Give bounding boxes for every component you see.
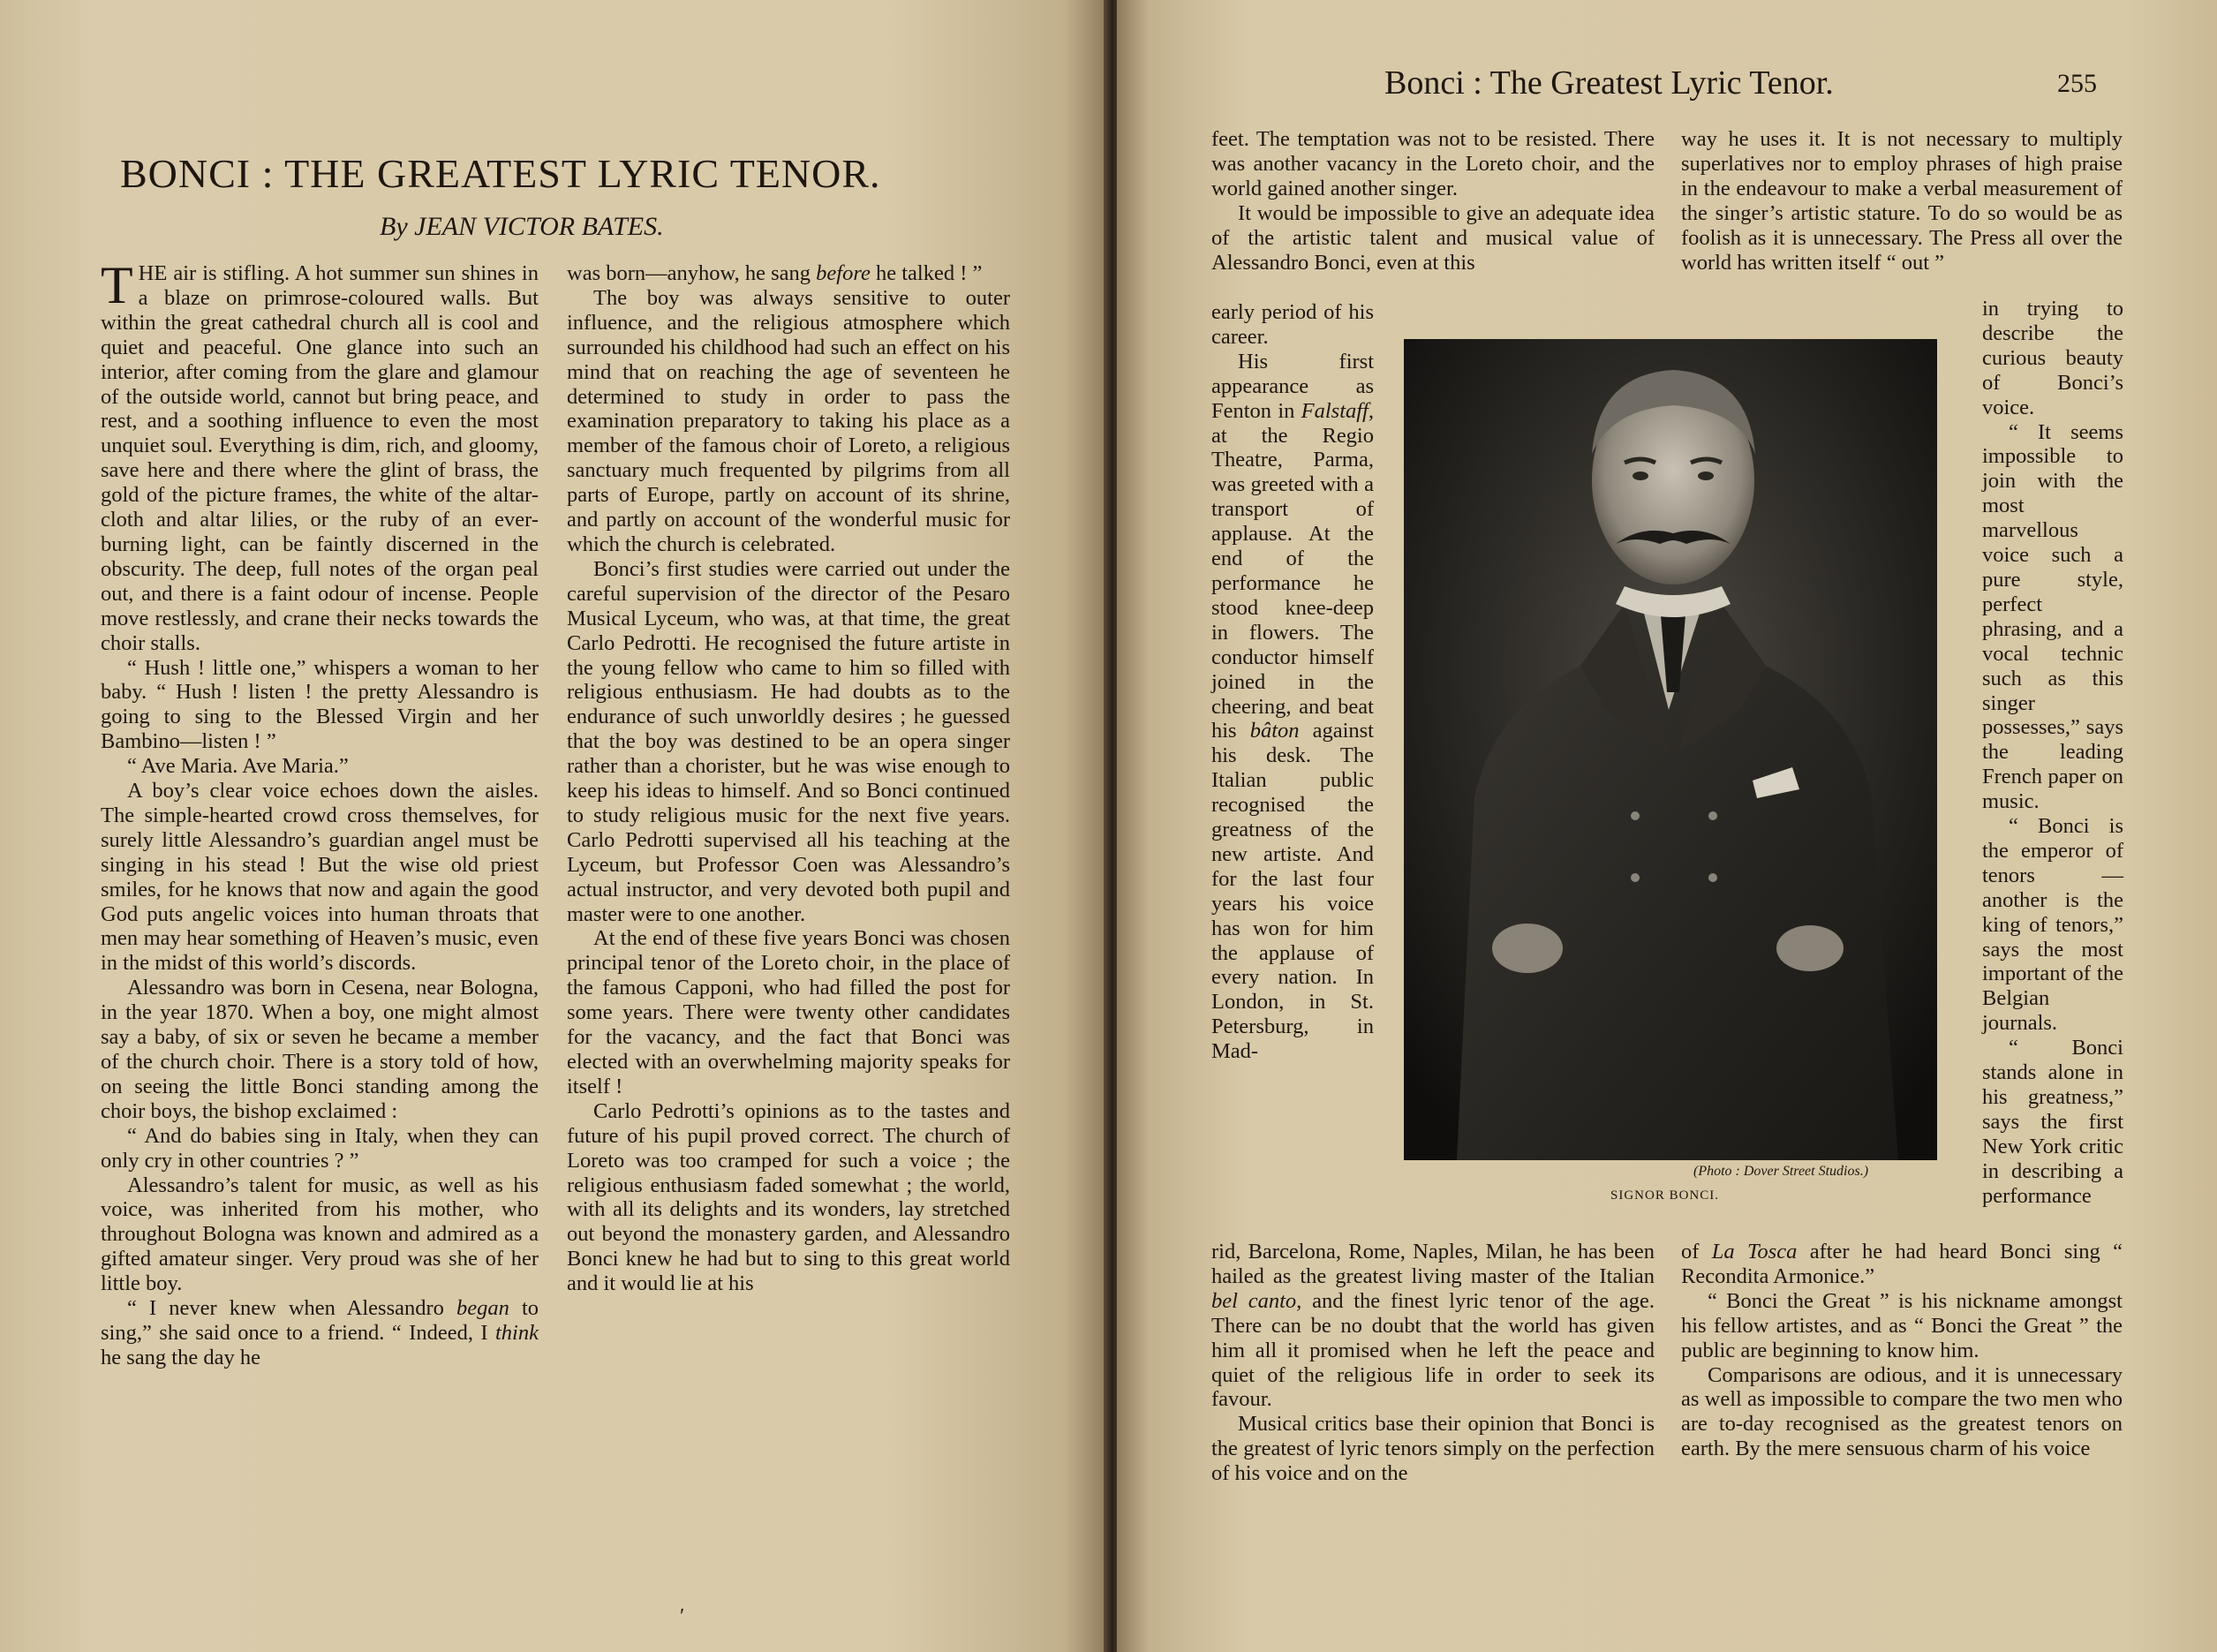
paragraph-text: against his desk. The Italian public recognised the greatness of the new artiste. And for the last four years his voice has won for him the applause of every nation. In London, in St. Petersburg, in Mad- <box>1211 719 1374 1064</box>
paragraph: “ It seems impossible to join with the most marvellous voice such a pure style, perfect phrasing, and a vocal technic such as this singer possesses,” says the leading French paper on music. <box>1982 419 2123 814</box>
italic-text: bel canto, <box>1211 1288 1302 1313</box>
paragraph: “ Bonci the Great ” is his nickname amongst his fellow artistes, and as “ Bonci the Great ” the public are beginning to know him. <box>1681 1288 2123 1362</box>
article-byline: By JEAN VICTOR BATES. <box>380 212 664 241</box>
paragraph: Carlo Pedrotti’s opinions as to the tastes and future of his pupil proved correct. The church of Loreto was too cramped for such a voice ; the religious enthusiasm faded somewhat ; the world, with all its delights and its wonders, lay stretched out beyond the monastery garden, and Alessandro Bonci knew he had but to sing to this great world and it would lie at his <box>567 1098 1010 1296</box>
left-page <box>0 0 1108 1652</box>
running-head: Bonci : The Greatest Lyric Tenor. <box>1384 64 1834 102</box>
right-column-1-top <box>1211 127 1655 275</box>
right-column-1-narrow <box>1211 300 1374 1064</box>
drop-cap: T <box>101 256 133 314</box>
right-column-1-bottom <box>1211 1240 1655 1486</box>
paragraph: Musical critics base their opinion that Bonci is the greatest of lyric tenors simply on the perfection of his voice and on the <box>1211 1412 1655 1486</box>
paragraph-text: HE air is stifling. A hot summer sun shines in a blaze on primrose-coloured walls. But within the great cathedral church all is cool and quiet and peaceful. One glance into such an interior, after coming from the glare and glamour of the outside world, cannot but bring peace, and rest, and a soothing influence to even the most unquiet soul. Everything is dim, rich, and gloomy, save here and there where the glint of brass, the gold of the picture frames, the white of the altar-cloth and altar lilies, or the ruby of an ever-burning light, can be faintly discerned in the obscurity. The deep, full notes of the organ peal out, and there is a faint odour of incense. People move restlessly, and crane their necks towards the choir stalls. <box>101 261 539 655</box>
paragraph <box>1211 1240 1655 1412</box>
photo-caption: SIGNOR BONCI. <box>1610 1188 1720 1203</box>
paragraph-text: he talked ! ” <box>870 261 983 285</box>
paragraph: At the end of these five years Bonci was chosen principal tenor of the Loreto choir, in the place of the famous Capponi, who had filled the post for some years. There were twenty other candidates for the vacancy, and the fact that Bonci was elected with an overwhelming majority speaks for itself ! <box>567 926 1010 1098</box>
paragraph <box>101 256 539 656</box>
paragraph-text: to sing,” she said once to a friend. “ Indeed, I <box>101 1296 539 1345</box>
right-column-2-narrow <box>1982 297 2123 1209</box>
left-column-2 <box>567 261 1010 1296</box>
paragraph: “ And do babies sing in Italy, when they can only cry in other countries ? ” <box>101 1123 539 1173</box>
italic-text: think <box>495 1320 539 1345</box>
paragraph-text: after he had heard Bonci sing “ Recondita Armonice.” <box>1681 1240 2123 1288</box>
paragraph: It would be impossible to give an adequate idea of the artistic talent and musical value of Alessandro Bonci, even at this <box>1211 200 1655 275</box>
page-number: 255 <box>2057 69 2097 98</box>
paragraph-text: and the finest lyric tenor of the age. There can be no doubt that the world has given him all it promised when he left the peace and quiet of the religious life in order to seek its favour. <box>1211 1288 1655 1412</box>
italic-text: Falstaff, <box>1301 398 1374 423</box>
paragraph: A boy’s clear voice echoes down the aisles. The simple-hearted crowd cross themselves, for surely little Alessandro’s guardian angel must be singing in his stead ! But the wise old priest smiles, for he knows that now and again the good God puts angelic voices into human throats that men may hear something of Heaven’s music, even in the midst of this world’s discords. <box>101 779 539 976</box>
portrait-photo <box>1404 339 1937 1160</box>
paragraph: Bonci’s first studies were carried out under the careful supervision of the director of the Pesaro Musical Lyceum, who was, at that time, the great Carlo Pedrotti. He recognised the future artiste in the young fellow who came to him so filled with religious enthusiasm. He had doubts as to the endurance of such unworldly desires ; he guessed that the boy was destined to be an opera singer rather than a chorister, but he was wise enough to keep his ideas to himself. And so Bonci continued to study religious music for the next five years. Carlo Pedrotti supervised all his teaching at the Lyceum, but Professor Coen was Alessandro’s actual instructor, and very devoted both pupil and master were to one another. <box>567 556 1010 926</box>
paragraph: way he uses it. It is not necessary to multiply superlatives nor to employ phrases of high praise in the endeavour to make a verbal measurement of the singer’s artistic stature. To do so would be as foolish as it is unnecessary. The Press all over the world has written itself “ out ” <box>1681 127 2123 275</box>
paragraph-text: “ I never knew when Alessandro <box>127 1296 456 1321</box>
ink-mark: ′ <box>680 1605 685 1628</box>
italic-text: before <box>816 261 871 285</box>
paragraph <box>1681 1240 2123 1289</box>
paragraph-text: at the Regio Theatre, Parma, was greeted with a transport of applause. At the end of the performance he stood knee-deep in flowers. The conductor himself joined in the cheering, and beat his <box>1211 423 1374 743</box>
paragraph: in trying to describe the curious beauty of Bonci’s voice. <box>1982 297 2123 419</box>
paragraph: Alessandro was born in Cesena, near Bologna, in the year 1870. When a boy, one might almost say a baby, of six or seven he became a member of the church choir. There is a story told of how, on seeing the little Bonci standing among the choir boys, the bishop exclaimed : <box>101 976 539 1123</box>
paragraph: Comparisons are odious, and it is unnecessary as well as impossible to compare the two men who are to-day recognised as the greatest tenors on earth. By the mere sensuous charm of his voice <box>1681 1362 2123 1461</box>
paragraph-text: he sang the day he <box>101 1345 260 1369</box>
paragraph: “ Bonci stands alone in his greatness,” says the first New York critic in describing a performance <box>1982 1036 2123 1208</box>
italic-text: La Tosca <box>1711 1240 1798 1264</box>
portrait-illustration <box>1404 339 1937 1160</box>
photo-credit: (Photo : Dover Street Studios.) <box>1693 1164 1869 1179</box>
paragraph-text: rid, Barcelona, Rome, Naples, Milan, he has been hailed as the greatest living master of the Italian <box>1211 1240 1655 1288</box>
italic-text: bâton <box>1249 719 1300 743</box>
right-column-2-top <box>1681 127 2123 275</box>
paragraph: The boy was always sensitive to outer influence, and the religious atmosphere which surrounded his childhood had such an effect on his mind that on reaching the age of seventeen he determined to study in order to pass the examination preparatory to taking his place as a member of the famous choir of Loreto, a religious sanctuary much frequented by pilgrims from all parts of Europe, partly on account of its shrine, and partly on account of the wonderful music for which the church is celebrated. <box>567 285 1010 556</box>
paragraph: “ Bonci is the emperor of tenors —another is the king of tenors,” says the most important of the Belgian journals. <box>1982 814 2123 1036</box>
article-title: BONCI : THE GREATEST LYRIC TENOR. <box>120 151 881 196</box>
right-column-2-bottom <box>1681 1240 2123 1461</box>
paragraph-text: His first appearance as Fenton in <box>1211 349 1374 423</box>
paragraph <box>567 261 1010 286</box>
paragraph <box>1211 350 1374 1064</box>
paragraph: Alessandro’s talent for music, as well as his voice, was inherited from his mother, who throughout Bologna was known and admired as a gifted amateur singer. Very proud was she of her little boy. <box>101 1173 539 1296</box>
right-page <box>1117 0 2217 1652</box>
paragraph: early period of his career. <box>1211 300 1374 349</box>
paragraph: “ Ave Maria. Ave Maria.” <box>127 754 349 779</box>
paragraph: “ Hush ! little one,” whispers a woman to her baby. “ Hush ! listen ! the pretty Alessandro is going to sing to the Blessed Virgin and her Bambino—listen ! ” <box>101 655 539 754</box>
paragraph: feet. The temptation was not to be resisted. There was another vacancy in the Loreto choir, and the world gained another singer. <box>1211 127 1655 200</box>
paragraph <box>101 1296 539 1370</box>
paragraph-text: of <box>1681 1240 1712 1264</box>
paragraph-text: was born—anyhow, he sang <box>567 261 817 285</box>
left-column-1 <box>101 256 539 1370</box>
italic-text: began <box>456 1296 509 1321</box>
